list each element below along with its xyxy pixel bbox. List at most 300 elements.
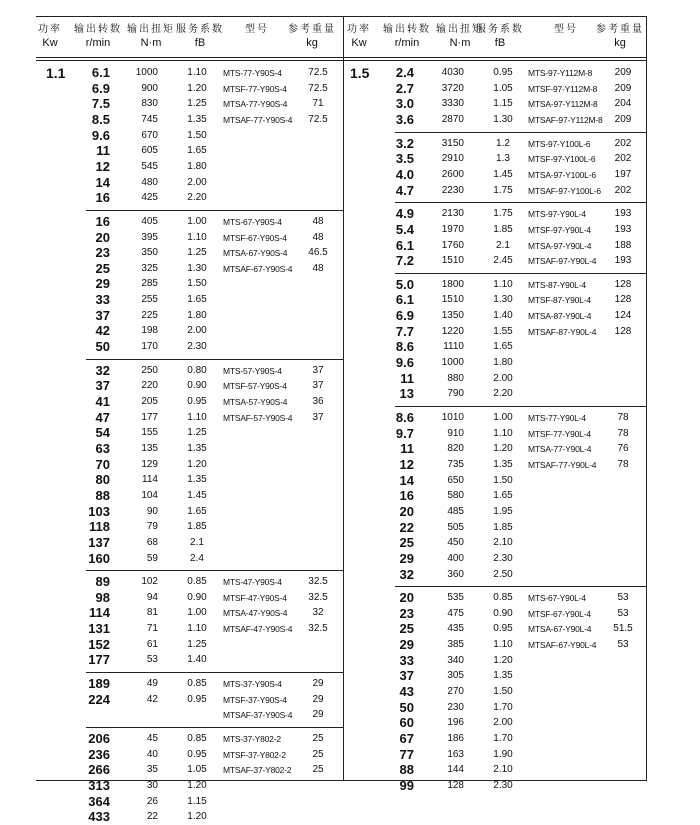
weight-value: 78 (617, 458, 629, 470)
speed-value: 2.7 (395, 80, 414, 96)
torque-value: 910 (447, 427, 464, 439)
service-factor-value: 0.85 (187, 576, 207, 588)
torque-value: 114 (142, 474, 158, 486)
service-factor-value: 1.90 (493, 748, 513, 760)
service-factor-value: 2.1 (496, 239, 510, 251)
speed-value: 37 (399, 668, 414, 684)
torque-value: 3150 (441, 137, 464, 149)
weight-value: 37 (312, 364, 324, 376)
speed-value: 3.0 (395, 96, 414, 112)
speed-value: 3.6 (395, 111, 414, 127)
header-divider (36, 57, 647, 58)
service-factor-value: 1.20 (187, 811, 207, 823)
torque-value: 1220 (441, 325, 464, 337)
model-value: MTS-57-Y90S-4 (223, 365, 282, 376)
service-factor-value: 1.30 (493, 294, 513, 306)
service-factor-value: 1.50 (187, 278, 207, 290)
weight-value: 209 (614, 82, 632, 94)
weight-value: 128 (614, 294, 632, 306)
weight-value: 25 (312, 733, 324, 744)
model-value: MTSAF-97-Y112M-8 (528, 114, 603, 125)
torque-value: 580 (447, 490, 464, 502)
speed-value: 16 (95, 213, 110, 229)
weight-value: 209 (614, 113, 632, 125)
service-factor-value: 1.65 (493, 341, 513, 353)
torque-value: 255 (141, 294, 158, 306)
model-value: MTSA-67-Y90L-4 (528, 624, 592, 635)
torque-value: 305 (447, 670, 464, 682)
torque-value: 155 (141, 427, 158, 439)
power-value: 1.1 (46, 65, 66, 81)
service-factor-value: 2.45 (493, 255, 513, 267)
speed-value: 9.6 (91, 127, 110, 143)
service-factor-value: 1.10 (493, 278, 513, 290)
torque-value: 1760 (441, 239, 464, 251)
weight-value: 25 (312, 748, 324, 760)
model-value: MTSF-97-Y90L-4 (528, 224, 591, 235)
speed-value: 189 (88, 676, 110, 692)
speed-value: 99 (399, 777, 414, 793)
speed-value: 5.4 (395, 221, 414, 237)
model-value: MTSAF-77-Y90L-4 (528, 459, 597, 470)
speed-value: 114 (89, 605, 110, 621)
speed-value: 50 (399, 699, 414, 715)
torque-value: 340 (447, 654, 464, 666)
weight-value: 72.5 (308, 82, 328, 94)
service-factor-value: 0.85 (187, 733, 207, 744)
torque-value: 90 (146, 505, 158, 517)
service-factor-value: 1.30 (187, 262, 207, 274)
service-factor-value: 1.65 (187, 145, 207, 157)
torque-value: 450 (447, 537, 464, 549)
service-factor-value: 1.65 (187, 294, 207, 306)
speed-value: 25 (95, 260, 110, 276)
torque-value: 163 (447, 748, 464, 760)
model-value: MTS-67-Y90L-4 (528, 593, 586, 604)
service-factor-value: 1.25 (187, 98, 207, 110)
speed-value: 6.1 (91, 65, 110, 80)
service-factor-value: 1.10 (493, 427, 513, 439)
model-value: MTSF-97-Y112M-8 (528, 83, 598, 94)
service-factor-value: 1.15 (187, 795, 207, 807)
service-factor-value: 0.90 (187, 380, 207, 392)
torque-value: 2910 (441, 153, 464, 165)
model-value: MTSA-67-Y90S-4 (223, 248, 288, 259)
center-divider (343, 16, 344, 780)
service-factor-value: 1.85 (493, 223, 513, 235)
speed-value: 88 (95, 487, 110, 503)
service-factor-value: 2.00 (493, 717, 513, 729)
speed-value: 13 (399, 386, 414, 402)
model-value: MTSA-77-Y90S-4 (223, 99, 288, 110)
service-factor-value: 1.20 (187, 82, 207, 94)
torque-value: 79 (146, 521, 158, 533)
service-factor-value: 2.00 (493, 372, 513, 384)
weight-value: 48 (312, 231, 324, 243)
model-value: MTS-37-Y90S-4 (223, 679, 282, 690)
speed-value: 98 (95, 589, 110, 605)
group-separator (395, 202, 647, 203)
speed-value: 313 (88, 777, 110, 793)
model-value: MTS-97-Y112M-8 (528, 68, 593, 78)
torque-value: 128 (447, 779, 464, 791)
power-header-unit: Kw (351, 37, 367, 49)
group-separator (395, 132, 647, 133)
weight-value: 209 (614, 67, 632, 78)
speed-value: 131 (88, 621, 110, 637)
torque-value: 186 (447, 733, 464, 744)
torque-value: 177 (141, 411, 158, 423)
weight-value: 193 (614, 255, 632, 267)
service-factor-value: 2.00 (187, 325, 207, 337)
torque-value: 880 (447, 372, 464, 384)
model-value: MTS-97-Y90L-4 (528, 209, 586, 220)
speed-value: 9.7 (395, 425, 414, 441)
service-factor-value: 1.15 (493, 98, 513, 110)
speed-value: 20 (95, 229, 110, 245)
weight-value: 202 (614, 137, 632, 149)
torque-value: 670 (141, 129, 158, 141)
service-factor-value: 0.95 (493, 623, 513, 635)
torque-value: 225 (141, 309, 158, 321)
model-value: MTSA-97-Y90L-4 (528, 240, 592, 251)
service-factor-value: 2.4 (190, 552, 204, 564)
torque-value: 350 (141, 247, 158, 259)
service-factor-value: 1.35 (187, 113, 207, 125)
speed-value: 7.2 (395, 253, 414, 269)
speed-value: 118 (89, 519, 110, 535)
torque-value: 230 (447, 701, 464, 713)
torque-value: 270 (447, 686, 464, 698)
weight-value: 128 (614, 325, 632, 337)
service-factor-value: 1.10 (493, 639, 513, 651)
torque-value: 26 (146, 795, 158, 807)
torque-value: 1350 (441, 310, 464, 322)
weight-value: 72.5 (308, 67, 328, 78)
speed-value: 364 (88, 793, 110, 809)
torque-value: 2870 (441, 113, 464, 125)
model-value: MTSA-57-Y90S-4 (223, 397, 288, 407)
speed-value: 63 (95, 440, 110, 456)
speed-value: 6.1 (395, 292, 414, 308)
speed-value: 89 (95, 574, 110, 590)
service-factor-value: 1.00 (187, 215, 207, 227)
weight-value: 48 (312, 262, 324, 274)
model-value: MTSA-97-Y112M-8 (528, 99, 598, 110)
service-factor-value: 0.95 (493, 67, 513, 78)
weight-header (580, 23, 660, 50)
speed-value: 4.0 (395, 166, 414, 182)
service-factor-header-text: 服务系数 (476, 24, 524, 35)
torque-value: 1110 (443, 341, 464, 353)
model-value: MTS-97-Y100L-6 (528, 138, 591, 149)
model-value: MTSF-77-Y90L-4 (528, 428, 591, 439)
weight-value: 71 (312, 98, 324, 110)
torque-value: 4030 (441, 67, 464, 78)
weight-value: 53 (617, 607, 629, 619)
service-factor-value: 1.50 (493, 474, 513, 486)
torque-value: 820 (447, 443, 464, 455)
speed-header-unit: r/min (394, 37, 420, 49)
torque-value: 505 (447, 521, 464, 533)
group-separator (86, 727, 343, 728)
speed-value: 5.0 (395, 276, 414, 292)
speed-value: 11 (96, 143, 110, 159)
torque-value: 325 (141, 262, 158, 274)
service-factor-value: 1.25 (187, 427, 207, 439)
model-value: MTSA-87-Y90L-4 (528, 311, 592, 322)
speed-value: 16 (399, 488, 414, 504)
speed-header-text: 输出转数 (383, 24, 431, 35)
service-factor-value: 1.85 (187, 521, 207, 533)
service-factor-value: 1.25 (187, 247, 207, 259)
torque-value: 2130 (441, 208, 464, 220)
speed-value: 88 (399, 762, 414, 778)
service-factor-value: 1.10 (187, 623, 207, 635)
model-value: MTS-37-Y802-2 (223, 734, 281, 744)
service-factor-value: 2.30 (493, 779, 513, 791)
speed-value: 11 (400, 370, 414, 386)
weight-value: 128 (614, 278, 632, 290)
speed-value: 266 (88, 762, 110, 778)
service-factor-value: 2.20 (493, 388, 513, 400)
torque-value: 480 (141, 176, 158, 188)
model-value: MTSAF-47-Y90S-4 (223, 624, 293, 635)
torque-value: 400 (447, 552, 464, 564)
weight-value: 32.5 (308, 591, 328, 603)
weight-value: 51.5 (613, 623, 633, 635)
model-value: MTS-47-Y90S-4 (223, 577, 282, 588)
speed-header-text: 输出转数 (74, 24, 122, 35)
torque-value: 53 (146, 654, 158, 666)
torque-value: 535 (447, 592, 464, 604)
service-factor-value: 1.80 (187, 160, 207, 172)
speed-value: 67 (399, 731, 414, 746)
service-factor-value: 2.1 (190, 536, 204, 548)
speed-value: 4.7 (395, 182, 414, 198)
service-factor-value: 1.80 (493, 357, 513, 369)
speed-value: 22 (399, 519, 414, 535)
group-separator (86, 359, 343, 360)
torque-value: 104 (141, 489, 158, 501)
speed-value: 33 (95, 292, 110, 308)
torque-value: 135 (141, 442, 158, 454)
model-value: MTSF-77-Y90S-4 (223, 83, 287, 94)
weight-value: 46.5 (308, 247, 328, 259)
speed-value: 14 (399, 472, 414, 488)
model-value: MTSF-37-Y802-2 (223, 749, 286, 760)
service-factor-value: 1.65 (187, 505, 207, 517)
table-top-border (36, 16, 647, 17)
speed-value: 3.5 (395, 151, 414, 167)
torque-value: 545 (141, 160, 158, 172)
service-factor-value: 0.90 (493, 607, 513, 619)
weight-value: 193 (614, 223, 632, 235)
service-factor-value: 1.35 (187, 442, 207, 454)
speed-value: 47 (95, 409, 110, 425)
weight-value: 37 (312, 411, 324, 423)
service-factor-value: 1.10 (187, 411, 207, 423)
torque-value: 129 (141, 458, 158, 470)
service-factor-value: 2.30 (493, 552, 513, 564)
weight-value: 124 (614, 310, 632, 322)
torque-value: 900 (141, 82, 158, 94)
torque-value: 475 (447, 607, 464, 619)
model-header-text: 型号 (245, 24, 269, 35)
service-factor-header-text: 服务系数 (176, 24, 224, 35)
model-value: MTSAF-57-Y90S-4 (223, 412, 293, 423)
group-separator (86, 570, 343, 571)
group-separator (86, 672, 343, 673)
speed-value: 32 (399, 566, 414, 582)
power-value: 1.5 (350, 65, 370, 81)
service-factor-value: 2.30 (187, 341, 207, 353)
speed-value: 37 (95, 307, 110, 323)
power-header-text: 功率 (38, 24, 62, 35)
torque-value: 285 (141, 278, 158, 290)
speed-value: 6.9 (395, 308, 414, 324)
torque-value: 1000 (441, 357, 464, 369)
model-value: MTSF-67-Y90L-4 (528, 608, 591, 619)
weight-value: 197 (614, 168, 632, 180)
weight-value: 76 (617, 443, 629, 455)
weight-header-text: 参考重量 (596, 24, 644, 35)
service-factor-value: 1.25 (187, 638, 207, 650)
service-factor-value: 1.50 (493, 686, 513, 698)
torque-value: 22 (146, 811, 158, 823)
group-separator (395, 586, 647, 587)
speed-value: 103 (88, 503, 110, 519)
model-value: MTSAF-97-Y100L-6 (528, 185, 601, 196)
service-factor-value: 0.90 (187, 591, 207, 603)
speed-value: 8.6 (395, 410, 414, 425)
power-header-text: 功率 (347, 24, 371, 35)
speed-value: 42 (95, 323, 110, 339)
model-value: MTSF-67-Y90S-4 (223, 232, 287, 243)
header-divider-secondary (36, 60, 647, 61)
speed-value: 23 (95, 245, 110, 261)
torque-value: 745 (141, 113, 158, 125)
speed-value: 206 (88, 731, 110, 746)
torque-value: 1510 (441, 255, 464, 267)
speed-value: 7.7 (395, 323, 414, 339)
torque-value: 1000 (135, 67, 158, 78)
service-factor-value: 0.80 (187, 364, 207, 376)
weight-value: 32.5 (308, 576, 328, 588)
service-factor-value: 1.35 (493, 670, 513, 682)
service-factor-value: 1.40 (493, 310, 513, 322)
speed-value: 50 (95, 339, 110, 355)
service-factor-value: 1.10 (187, 231, 207, 243)
service-factor-value: 1.80 (187, 309, 207, 321)
speed-value: 2.4 (395, 65, 414, 80)
weight-value: 193 (614, 208, 632, 220)
model-value: MTSAF-97-Y90L-4 (528, 256, 597, 267)
speed-value: 8.6 (395, 339, 414, 355)
weight-value: 78 (617, 412, 629, 423)
speed-value: 433 (88, 809, 110, 825)
group-separator (395, 406, 647, 407)
torque-value: 830 (141, 98, 158, 110)
service-factor-value: 2.10 (493, 764, 513, 776)
group-separator (86, 210, 343, 211)
model-value: MTSF-47-Y90S-4 (223, 592, 287, 603)
weight-value: 36 (312, 396, 324, 407)
torque-value: 1010 (441, 412, 464, 423)
service-factor-value: 1.95 (493, 505, 513, 517)
speed-value: 32 (95, 362, 110, 378)
speed-value: 177 (88, 652, 110, 668)
speed-value: 6.1 (395, 237, 414, 253)
model-value: MTSAF-67-Y90S-4 (223, 263, 293, 274)
torque-value: 81 (146, 607, 158, 619)
service-factor-value: 1.35 (493, 458, 513, 470)
group-separator (395, 273, 647, 274)
weight-value: 204 (614, 98, 632, 110)
service-factor-value: 1.20 (493, 654, 513, 666)
torque-value: 198 (141, 325, 158, 337)
speed-value: 12 (399, 456, 414, 472)
torque-header-unit: N·m (449, 37, 471, 49)
weight-value: 29 (312, 678, 324, 690)
speed-value: 70 (95, 456, 110, 472)
service-factor-value: 1.45 (187, 489, 207, 501)
service-factor-value: 1.20 (187, 779, 207, 791)
torque-value: 395 (141, 231, 158, 243)
service-factor-value: 1.70 (493, 733, 513, 744)
model-value: MTSAF-77-Y90S-4 (223, 114, 293, 125)
service-factor-value: 2.50 (493, 568, 513, 580)
torque-value: 49 (146, 678, 158, 690)
service-factor-value: 2.10 (493, 537, 513, 549)
speed-value: 20 (399, 503, 414, 519)
model-value: MTSF-87-Y90L-4 (528, 295, 591, 306)
torque-value: 360 (447, 568, 464, 580)
speed-value: 137 (88, 534, 110, 550)
speed-value: 8.5 (91, 111, 110, 127)
model-value: MTSF-57-Y90S-4 (223, 381, 287, 392)
weight-value: 188 (614, 239, 632, 251)
torque-value: 405 (141, 215, 158, 227)
weight-value: 53 (617, 639, 629, 651)
torque-value: 605 (141, 145, 158, 157)
service-factor-header-unit: fB (494, 37, 506, 49)
torque-value: 650 (447, 474, 464, 486)
speed-value: 43 (399, 684, 414, 700)
torque-value: 1800 (441, 278, 464, 290)
torque-value: 220 (141, 380, 158, 392)
speed-value: 6.9 (91, 80, 110, 96)
service-factor-value: 1.55 (493, 325, 513, 337)
speed-value: 152 (88, 636, 110, 652)
service-factor-value: 1.45 (493, 168, 513, 180)
torque-value: 485 (447, 505, 464, 517)
torque-value: 42 (146, 693, 158, 705)
torque-value: 94 (146, 591, 158, 603)
service-factor-value: 1.05 (187, 764, 207, 776)
service-factor-value: 1.40 (187, 654, 207, 666)
torque-value: 385 (447, 639, 464, 651)
torque-value: 61 (146, 638, 158, 650)
model-value: MTSAF-37-Y802-2 (223, 765, 292, 776)
weight-value: 37 (312, 380, 324, 392)
speed-value: 33 (399, 652, 414, 668)
torque-value: 40 (146, 748, 158, 760)
speed-value: 224 (88, 691, 110, 707)
speed-value: 77 (399, 746, 414, 762)
torque-value: 71 (146, 623, 158, 635)
service-factor-value: 0.95 (187, 693, 207, 705)
